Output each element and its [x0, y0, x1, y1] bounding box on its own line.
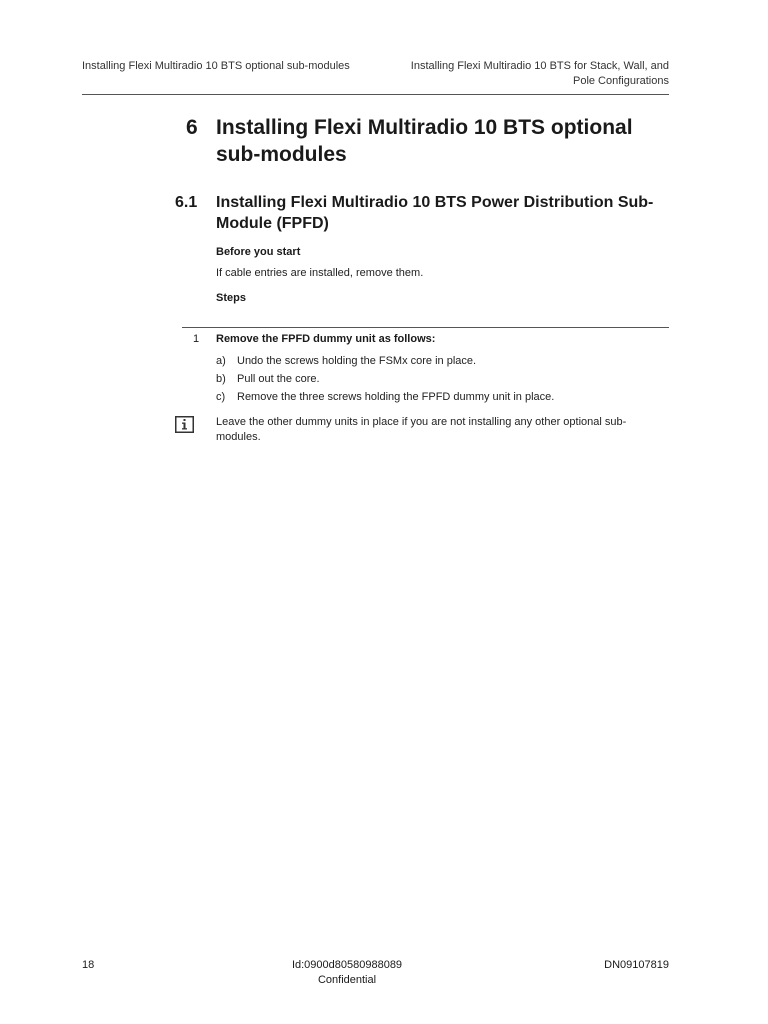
chapter-number: 6: [186, 116, 198, 139]
running-header-right-line1: Installing Flexi Multiradio 10 BTS for Stack, Wall, and: [410, 60, 669, 72]
substep-a: [216, 354, 476, 369]
before-you-start-text: If cable entries are installed, remove them.: [216, 267, 424, 279]
footer-center: [247, 958, 447, 988]
substep-c: [216, 390, 554, 405]
step-number: 1: [193, 333, 200, 345]
substep-text: Undo the screws holding the FSMx core in place.: [237, 355, 477, 367]
running-header-left: Installing Flexi Multiradio 10 BTS optional sub-modules: [82, 60, 350, 72]
step-title: Remove the FPFD dummy unit as follows:: [216, 333, 436, 345]
document-id: Id:0900d80580988089: [291, 959, 403, 971]
chapter-title: Installing Flexi Multiradio 10 BTS optional sub-modules: [216, 116, 633, 166]
header-divider: [82, 94, 669, 95]
before-you-start-heading: Before you start: [216, 246, 301, 258]
note-text: Leave the other dummy units in place if you are not installing any other optional sub-modules.: [216, 416, 627, 443]
classification: Confidential: [317, 974, 377, 986]
steps-divider: [182, 327, 669, 328]
section-number: 6.1: [175, 194, 198, 211]
substep-b: [216, 372, 320, 387]
info-icon: [175, 416, 194, 433]
running-header-right-line2: Pole Configurations: [572, 75, 669, 87]
substep-marker: a): [216, 355, 226, 367]
section-title: Installing Flexi Multiradio 10 BTS Power Distribution Sub-Module (FPFD): [216, 194, 654, 232]
running-header-right: [369, 59, 669, 89]
substep-text: Remove the three screws holding the FPFD dummy unit in place.: [237, 391, 555, 403]
substep-text: Pull out the core.: [237, 373, 320, 385]
page-number: 18: [82, 959, 95, 971]
substep-marker: c): [216, 391, 226, 403]
steps-heading: Steps: [216, 292, 246, 304]
substep-marker: b): [216, 373, 226, 385]
document-number: DN09107819: [604, 959, 669, 971]
